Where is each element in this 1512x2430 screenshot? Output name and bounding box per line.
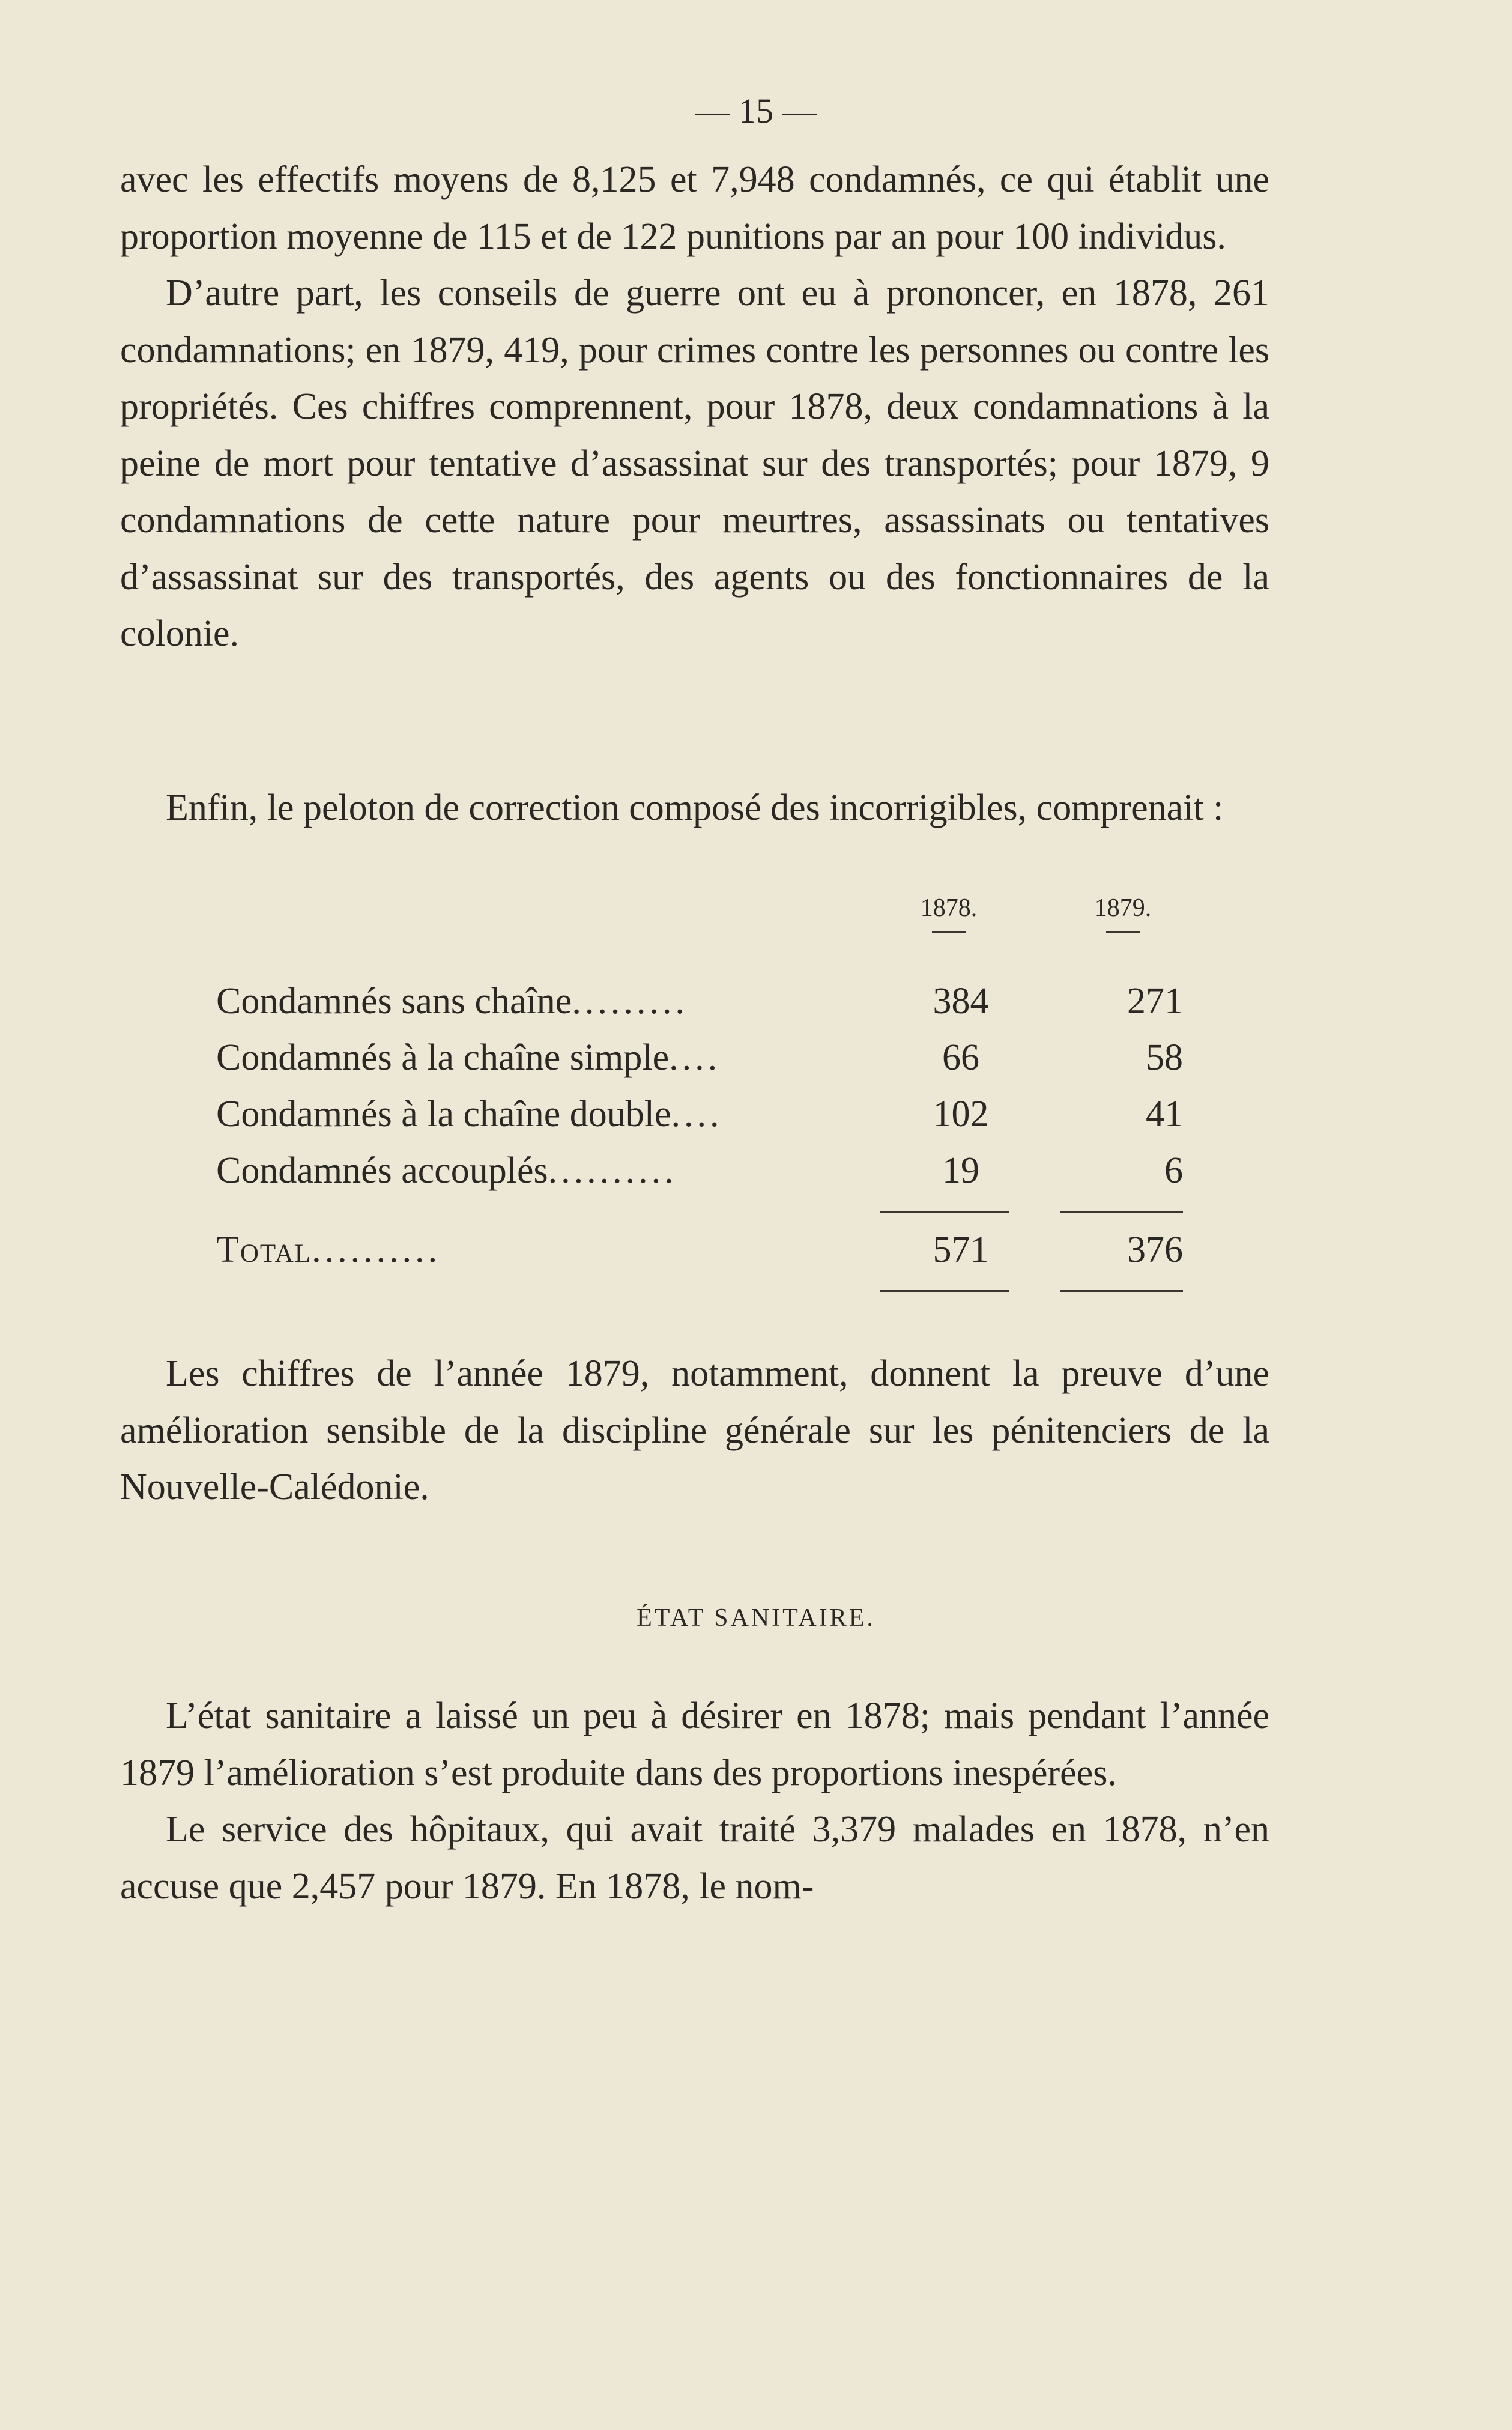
row-label: Condamnés accouplés.......... <box>216 1150 677 1191</box>
row-label: Condamnés sans chaîne......... <box>216 981 688 1022</box>
value-1878: 384 <box>933 981 989 1022</box>
row-label: Condamnés à la chaîne double.... <box>216 1094 723 1135</box>
total-rule <box>880 1290 1009 1292</box>
column-header-1878: 1878. <box>920 894 978 922</box>
column-dash <box>932 931 966 933</box>
value-1879: 58 <box>1146 1037 1183 1078</box>
value-1878: 66 <box>942 1037 979 1078</box>
value-1878: 102 <box>933 1094 989 1135</box>
value-1878: 19 <box>942 1150 979 1191</box>
value-1879: 271 <box>1127 981 1183 1022</box>
page-number: — 15 — <box>695 91 817 130</box>
sum-rule <box>1060 1211 1183 1213</box>
paragraph: L’état sanitaire a laissé un peu à désirer en 1878; mais pendant l’année 1879 l’amélioration s’est produite dans des proportions inespérées. <box>120 1695 1269 1793</box>
paragraph: Le service des hôpitaux, qui avait traité 3,379 malades en 1878, n’en accuse que 2,457 pour 1879. En 1878, le nom- <box>120 1809 1269 1907</box>
table-row <box>216 1029 1195 1086</box>
table-row <box>216 1086 1195 1142</box>
body-text-after-table <box>120 1345 1269 1516</box>
table-total-row <box>216 1222 1195 1278</box>
total-1879: 376 <box>1127 1229 1183 1270</box>
body-text-bottom <box>120 1688 1269 1915</box>
paragraph: Enfin, le peloton de correction composé des incorrigibles, comprenait : <box>166 787 1224 828</box>
column-dash <box>1106 931 1140 933</box>
total-label: Total.......... <box>216 1229 441 1270</box>
table-intro <box>120 780 1269 837</box>
total-rule <box>1060 1290 1183 1292</box>
row-label: Condamnés à la chaîne simple.... <box>216 1037 721 1078</box>
value-1879: 41 <box>1146 1094 1183 1135</box>
paragraph: Les chiffres de l’année 1879, notamment, donnent la preuve d’une amélioration sensible de la discipline générale sur les pénitenciers de la Nouvelle-Calédonie. <box>120 1353 1269 1507</box>
column-header-1879: 1879. <box>1094 894 1152 922</box>
table-row <box>216 1142 1195 1199</box>
sum-rule <box>880 1211 1009 1213</box>
paragraph: D’autre part, les conseils de guerre ont eu à prononcer, en 1878, 261 condamnations; en 1879, 419, pour crimes contre les personnes ou contre les propriétés. Ces chiffres comprennent, pour 1878, deux condamnations à la peine de mort pour tentative d’assassinat sur des transportés; pour 1879, 9 condamnations de cette nature pour meurtres, assassinats ou tentatives d’assassinat sur des transportés, des agents ou des fonctionnaires de la colonie. <box>120 273 1269 654</box>
value-1879: 6 <box>1164 1150 1183 1191</box>
paragraph: avec les effectifs moyens de 8,125 et 7,948 condamnés, ce qui établit une proportion moyenne de 115 et de 122 punitions par an pour 100 individus. <box>120 159 1269 257</box>
total-1878: 571 <box>933 1229 989 1270</box>
section-heading: ÉTAT SANITAIRE. <box>637 1604 875 1632</box>
body-text-top <box>120 151 1269 662</box>
table-row <box>216 973 1195 1029</box>
